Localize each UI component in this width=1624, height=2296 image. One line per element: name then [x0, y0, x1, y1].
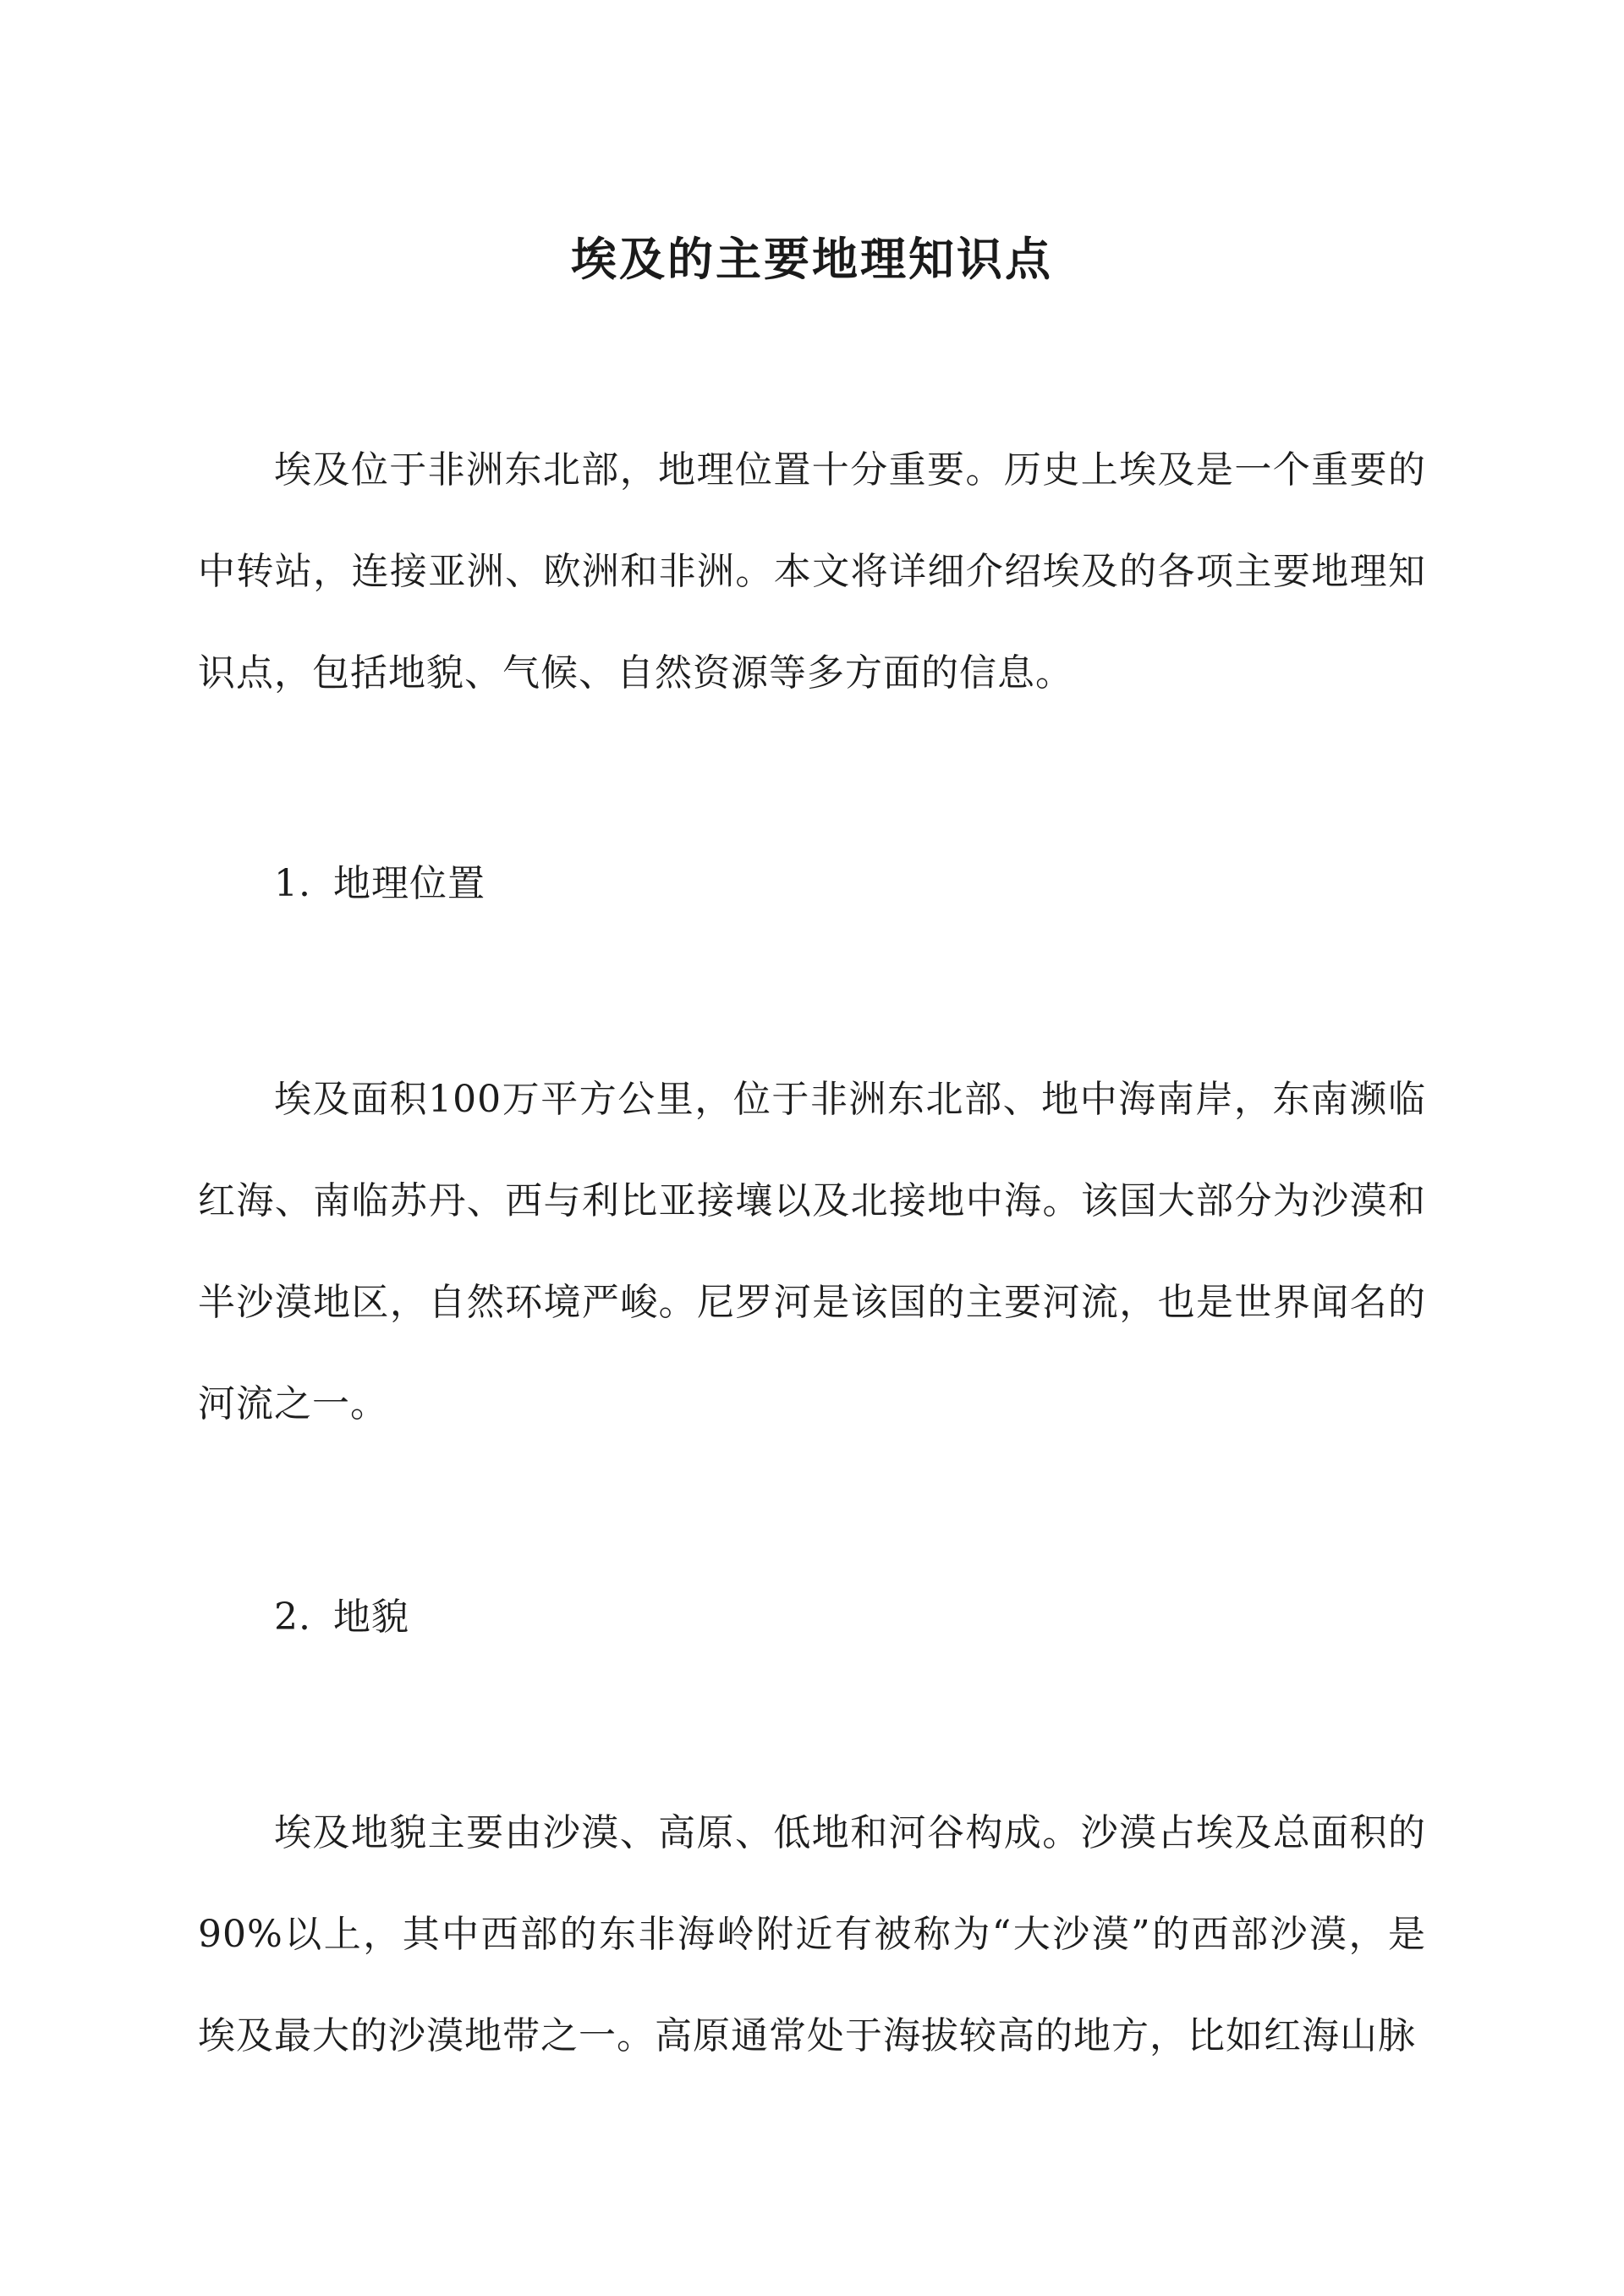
intro-paragraph: 埃及位于非洲东北部，地理位置十分重要。历史上埃及是一个重要的中转站，连接亚洲、欧洲和非洲。本文将详细介绍埃及的各项主要地理知识点，包括地貌、气候、自然资源等多方面的信息。 — [198, 448, 1426, 695]
section-body-landform: 埃及地貌主要由沙漠、高原、低地和河谷构成。沙漠占埃及总面积的90%以上，其中西部的东非海岭附近有被称为“大沙漠”的西部沙漠，是埃及最大的沙漠地带之一。高原通常处于海拔较高的地方，比如红海山脉 — [198, 1811, 1426, 2057]
section-body-location: 埃及面积100万平方公里，位于非洲东北部、地中海南岸，东南濒临红海、南临苏丹、西与利比亚接壤以及北接地中海。该国大部分为沙漠和半沙漠地区，自然环境严峻。尼罗河是该国的主要河流，也是世界闻名的河流之一。 — [198, 1078, 1426, 1425]
document-title: 埃及的主要地理知识点 — [571, 232, 1053, 287]
section-title: 地理位置 — [333, 862, 486, 905]
section-heading-landform — [274, 1567, 409, 1668]
section-heading-location — [274, 833, 486, 935]
section-number: 1. — [274, 862, 311, 905]
section-number: 2. — [274, 1596, 311, 1639]
section-title: 地貌 — [333, 1596, 409, 1639]
